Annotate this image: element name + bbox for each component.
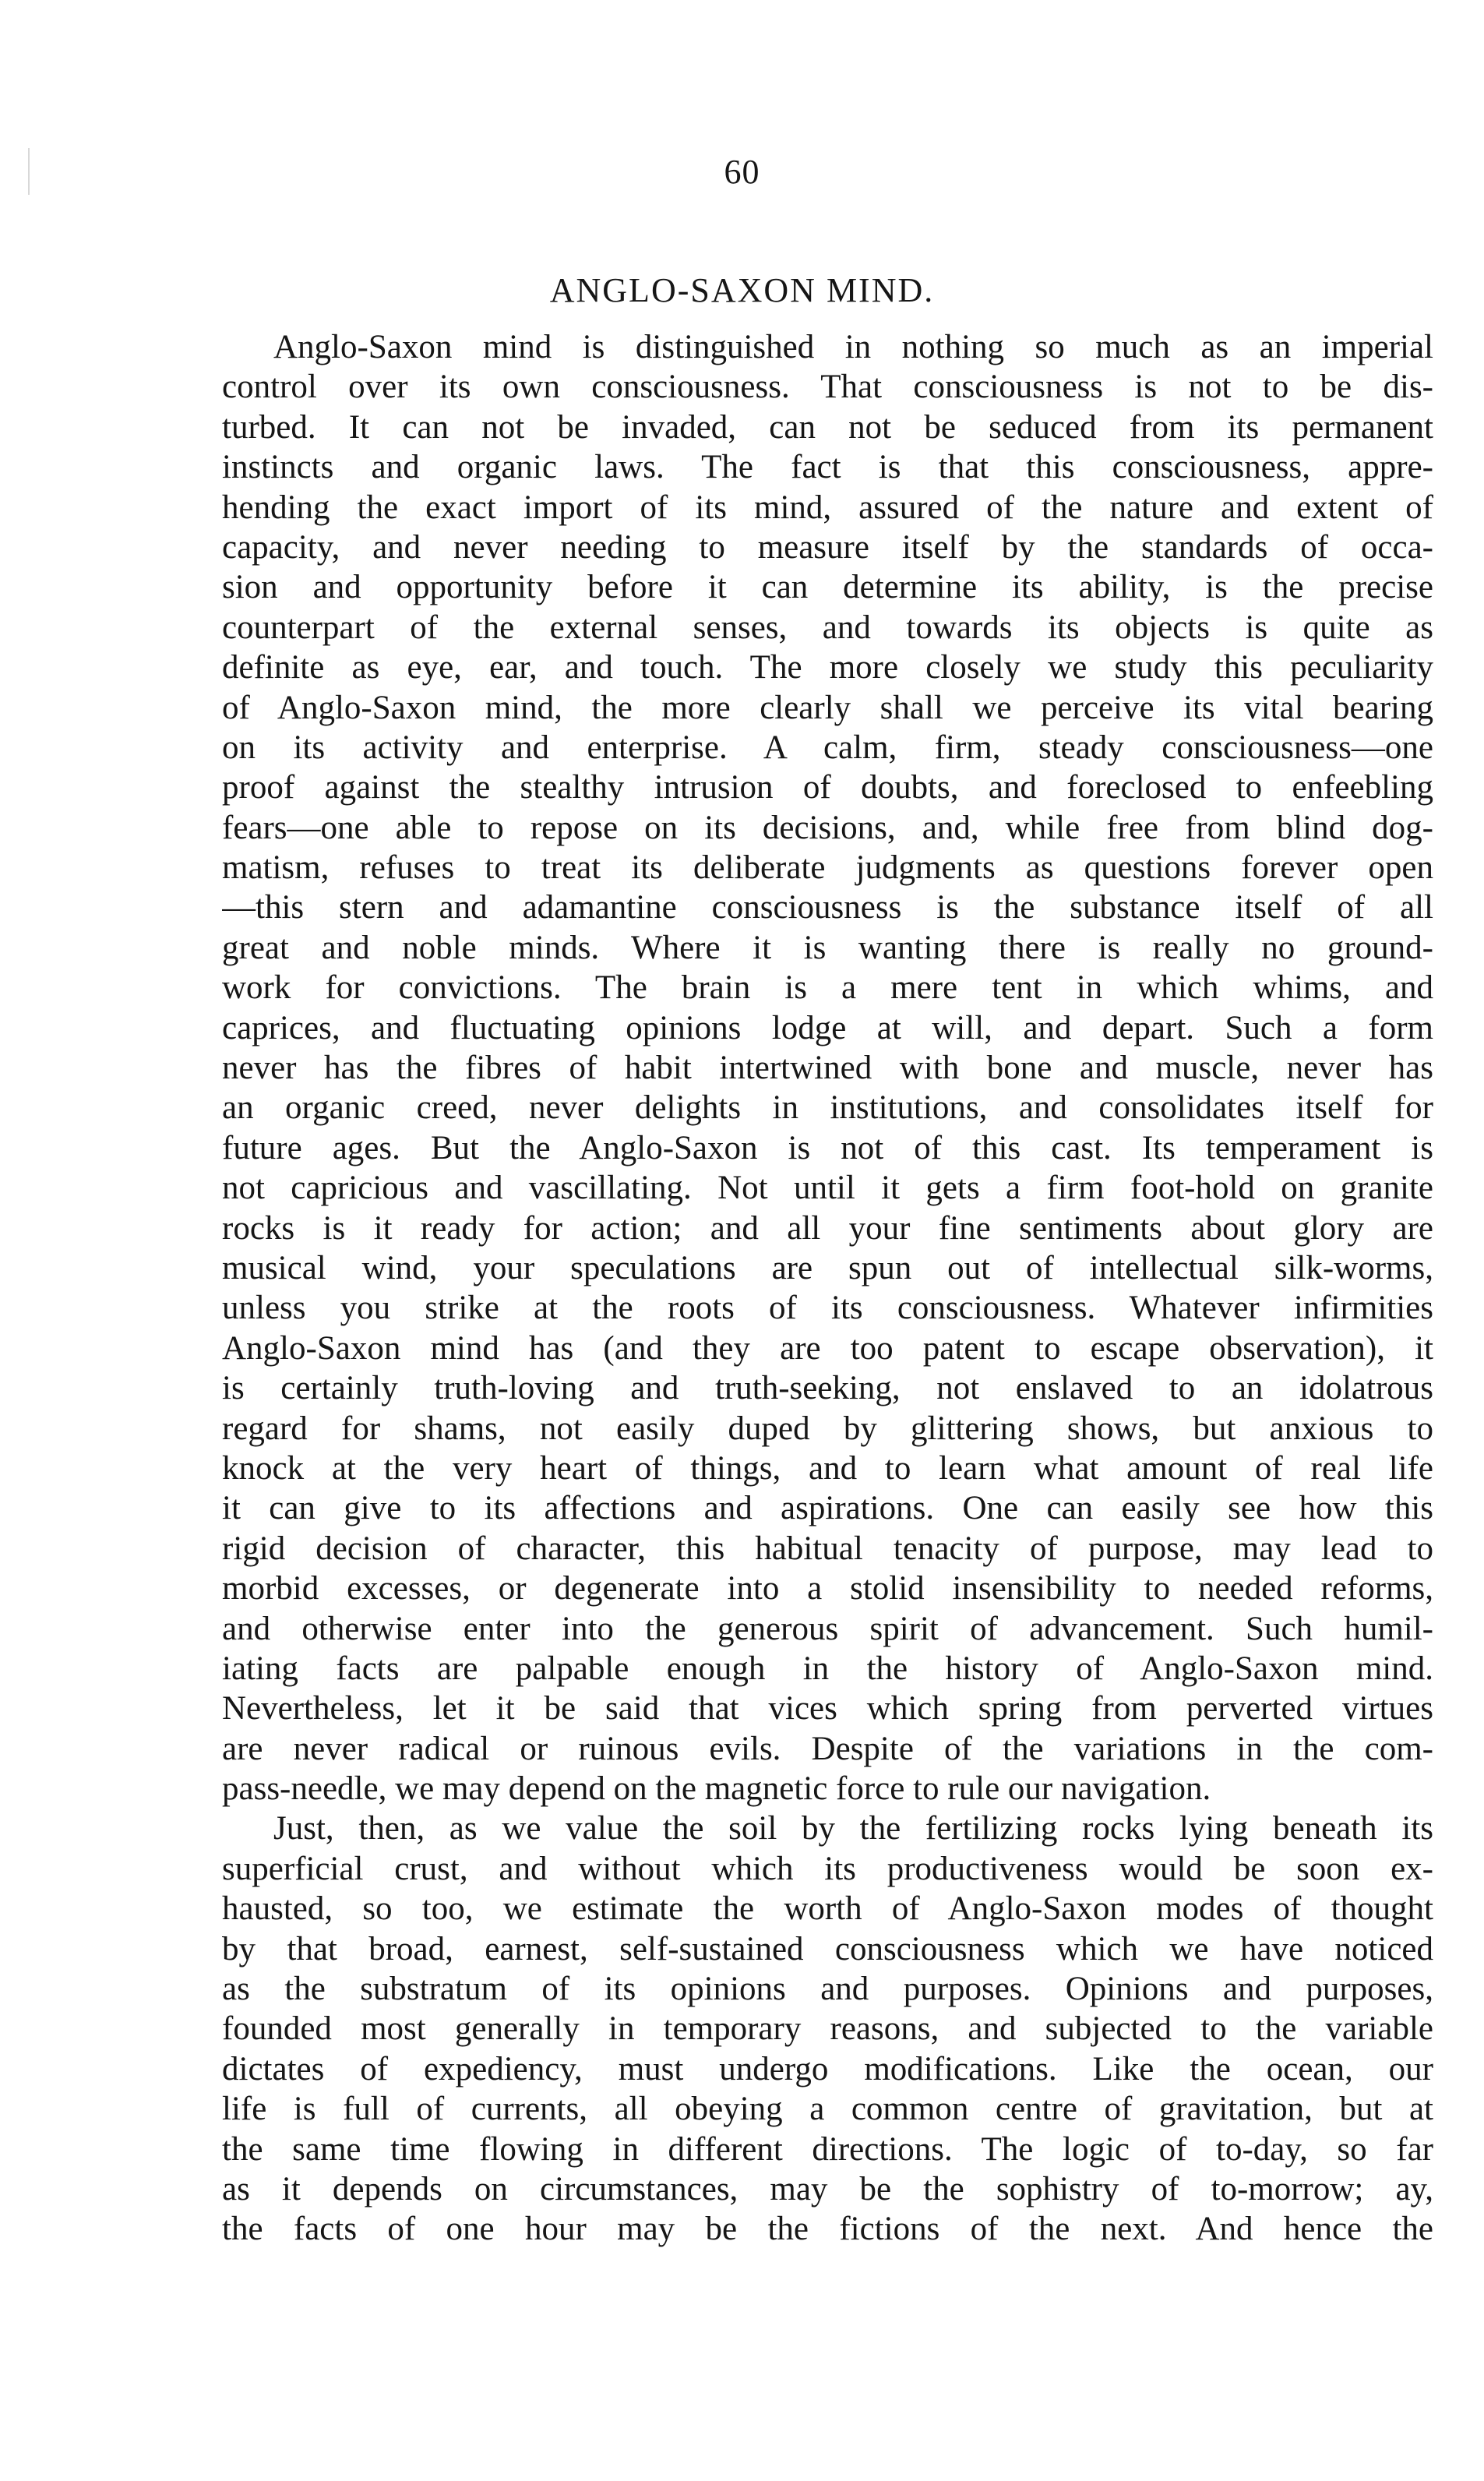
text-line: as it depends on circumstances, may be the sophistry of to-morrow; ay, bbox=[222, 2170, 1433, 2207]
text-line: turbed. It can not be invaded, can not be seduced from its permanent bbox=[222, 408, 1433, 446]
text-line: sion and opportunity before it can determine its ability, is the precise bbox=[222, 569, 1433, 606]
text-line: the same time flowing in different directions. The logic of to-day, so far bbox=[222, 2130, 1433, 2168]
text-line: work for convictions. The brain is a mere tent in which whims, and bbox=[222, 969, 1433, 1007]
body-text bbox=[222, 327, 1433, 2250]
chapter-title: ANGLO-SAXON MIND. bbox=[549, 271, 935, 309]
text-line: control over its own consciousness. That consciousness is not to be dis- bbox=[222, 369, 1433, 406]
text-line: hausted, so too, we estimate the worth of Anglo-Saxon modes of thought bbox=[222, 1890, 1433, 1928]
text-line: of Anglo-Saxon mind, the more clearly shall we perceive its vital bearing bbox=[222, 689, 1433, 726]
text-line: Anglo-Saxon mind has (and they are too patent to escape observation), it bbox=[222, 1329, 1433, 1367]
text-line: rocks is it ready for action; and all your fine sentiments about glory are bbox=[222, 1209, 1433, 1247]
text-line: Anglo-Saxon mind is distinguished in nothing so much as an imperial bbox=[273, 329, 1433, 365]
text-line: Nevertheless, let it be said that vices which spring from perverted virtues bbox=[222, 1690, 1433, 1728]
text-line: as the substratum of its opinions and purposes. Opinions and purposes, bbox=[222, 1971, 1433, 2008]
text-line: dictates of expediency, must undergo modifications. Like the ocean, our bbox=[222, 2050, 1433, 2087]
text-line: iating facts are palpable enough in the history of Anglo-Saxon mind. bbox=[222, 1650, 1433, 1687]
text-line: caprices, and fluctuating opinions lodge at will, and depart. Such a form bbox=[222, 1009, 1433, 1046]
text-line: definite as eye, ear, and touch. The more closely we study this peculiarity bbox=[222, 649, 1433, 686]
text-line: by that broad, earnest, self-sustained consciousness which we have noticed bbox=[222, 1930, 1433, 1968]
text-line: proof against the stealthy intrusion of doubts, and foreclosed to enfeebling bbox=[222, 769, 1433, 806]
text-line: fears—one able to repose on its decisions, and, while free from blind dog- bbox=[222, 809, 1433, 846]
text-line: great and noble minds. Where it is wanting there is really no ground- bbox=[222, 929, 1433, 966]
text-line: is certainly truth-loving and truth-seeking, not enslaved to an idolatrous bbox=[222, 1370, 1433, 1407]
text-line: are never radical or ruinous evils. Despite of the variations in the com- bbox=[222, 1730, 1433, 1767]
text-line: counterpart of the external senses, and towards its objects is quite as bbox=[222, 609, 1433, 646]
text-line: unless you strike at the roots of its consciousness. Whatever infirmities bbox=[222, 1290, 1433, 1327]
text-line: morbid excesses, or degenerate into a stolid insensibility to needed reforms, bbox=[222, 1570, 1433, 1608]
text-line: founded most generally in temporary reasons, and subjected to the variable bbox=[222, 2010, 1433, 2048]
text-line: —this stern and adamantine consciousness is the substance itself of all bbox=[222, 889, 1433, 926]
text-line: it can give to its affections and aspirations. One can easily see how this bbox=[222, 1490, 1433, 1527]
text-line: and otherwise enter into the generous spirit of advancement. Such humil- bbox=[222, 1610, 1433, 1647]
text-line: musical wind, your speculations are spun out of intellectual silk-worms, bbox=[222, 1249, 1433, 1286]
text-line: pass-needle, we may depend on the magnetic force to rule our navigation. bbox=[222, 1770, 1211, 1808]
page-number: 60 bbox=[724, 153, 760, 191]
text-line: hending the exact import of its mind, assured of the nature and extent of bbox=[222, 489, 1433, 526]
text-line: on its activity and enterprise. A calm, firm, steady consciousness—one bbox=[222, 729, 1433, 766]
text-line: matism, refuses to treat its deliberate judgments as questions forever open bbox=[222, 849, 1433, 887]
text-line: Just, then, as we value the soil by the fertilizing rocks lying beneath its bbox=[273, 1810, 1433, 1848]
text-line: future ages. But the Anglo-Saxon is not of this cast. Its temperament is bbox=[222, 1129, 1433, 1166]
text-line: the facts of one hour may be the fictions of the next. And hence the bbox=[222, 2211, 1433, 2248]
text-line: capacity, and never needing to measure itself by the standards of occa- bbox=[222, 528, 1433, 566]
text-line: superficial crust, and without which its productiveness would be soon ex- bbox=[222, 1850, 1433, 1887]
text-line: life is full of currents, all obeying a common centre of gravitation, but at bbox=[222, 2091, 1433, 2128]
text-line: rigid decision of character, this habitual tenacity of purpose, may lead to bbox=[222, 1530, 1433, 1567]
text-line: instincts and organic laws. The fact is that this consciousness, appre- bbox=[222, 449, 1433, 486]
text-line: never has the fibres of habit intertwined with bone and muscle, never has bbox=[222, 1050, 1433, 1087]
text-line: knock at the very heart of things, and to learn what amount of real life bbox=[222, 1449, 1433, 1487]
text-line: not capricious and vascillating. Not until it gets a firm foot-hold on granite bbox=[222, 1170, 1433, 1207]
text-line: an organic creed, never delights in institutions, and consolidates itself for bbox=[222, 1089, 1433, 1127]
text-line: regard for shams, not easily duped by glittering shows, but anxious to bbox=[222, 1410, 1433, 1447]
